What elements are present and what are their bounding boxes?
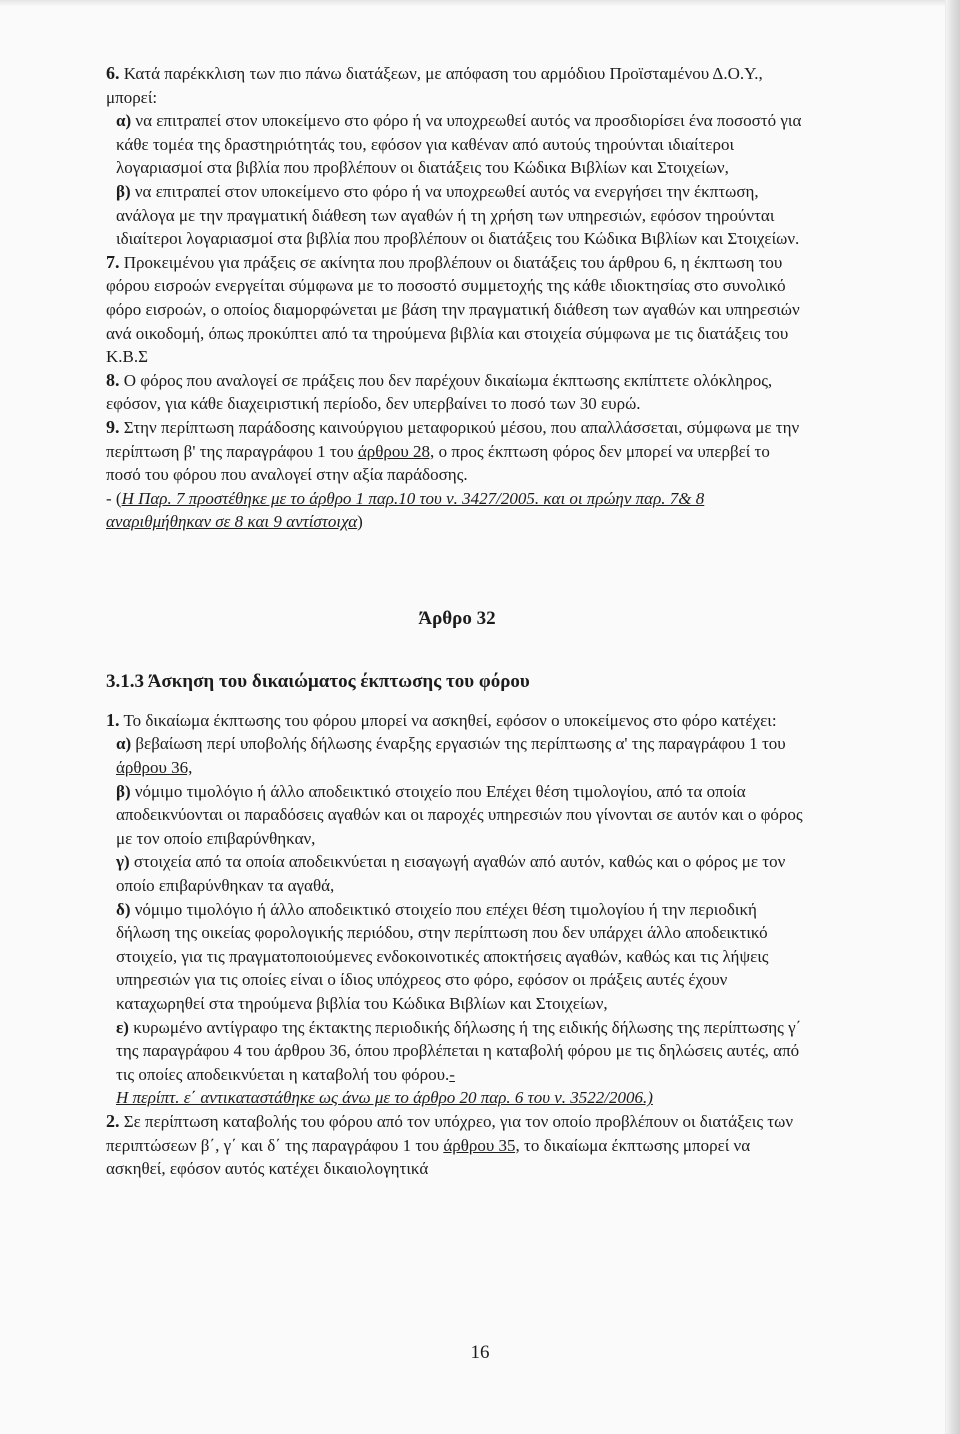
spacer: [106, 534, 808, 606]
item-text: Ο φόρος που αναλογεί σε πράξεις που δεν παρέχουν δικαίωμα έκπτωσης εκπίπτετε ολόκληρος, εφόσον, για κάθε διαχειριστική περίοδο, δεν υπερβαίνει το ποσό των 30 ευρώ.: [106, 370, 773, 414]
item-number: 8.: [106, 369, 120, 390]
item-8: [106, 369, 808, 416]
item-9: [106, 416, 808, 534]
item-text: Κατά παρέκκλιση των πιο πάνω διατάξεων, με απόφαση του αρμόδιου Προϊσταμένου Δ.Ο.Υ., μπορεί:: [106, 64, 763, 107]
section-title: 3.1.3 Άσκηση του δικαιώματος έκπτωσης του φόρου: [106, 670, 530, 692]
subitem-label: β): [116, 781, 131, 801]
item-text-continued: το δικαίωμα έκπτωσης μπορεί να ασκηθεί, εφόσον αυτός κατέχει δικαιολογητικά: [106, 1135, 751, 1179]
spacer: [106, 632, 808, 669]
item-6: [106, 62, 808, 109]
amendment-note[interactable]: Η Παρ. 7 προστέθηκε με το άρθρο 1 παρ.10 του ν. 3427/2005. και οι πρώην παρ. 7& 8 αναριθμήθηκαν σε 8 και 9 αντίστοιχα: [106, 488, 705, 532]
item-text: Το δικαίωμα έκπτωσης του φόρου μπορεί να ασκηθεί, εφόσον ο υποκείμενος στο φόρο κατέχει:: [123, 710, 777, 730]
subitem-label: δ): [116, 899, 131, 919]
amendment-note-prefix: - (: [106, 488, 122, 508]
page-number: 16: [470, 1342, 490, 1363]
paragraph-1-b: [106, 780, 808, 851]
item-text-continued: ο προς έκπτωση φόρος δεν μπορεί να υπερβεί το ποσό του φόρου που αναλογεί στην αξία παράδοσης.: [106, 441, 770, 485]
subitem-label: ε): [116, 1017, 129, 1037]
item-6-a: [106, 109, 808, 180]
item-number: 9.: [106, 416, 120, 437]
item-text: Σε περίπτωση καταβολής του φόρου από τον υπόχρεο, για τον οποίο προβλέπουν οι διατάξεις των περιπτώσεων β΄, γ΄ και δ΄ της παραγράφου 1 του: [106, 1111, 794, 1155]
item-number: 1.: [106, 709, 120, 730]
item-text: Στην περίπτωση παράδοσης καινούργιου μεταφορικού μέσου, που απαλλάσσεται, σύμφωνα με την περίπτωση β' της παραγράφου 1 του: [106, 417, 800, 461]
subitem-text: να επιτραπεί στον υποκείμενο στο φόρο ή να υποχρεωθεί αυτός να προσδιορίσει ένα ποσοστό για κάθε τομέα της δραστηριότητάς του, εφόσον για καθέναν από αυτούς τηρούνται ιδιαίτεροι λογαριασμοί στα βιβλία που προβλέπουν οι διατάξεις του Κώδικα Βιβλίων και Στοιχείων,: [116, 111, 802, 178]
article-reference-link[interactable]: άρθρου 28,: [357, 441, 435, 461]
item-number: 6.: [106, 63, 120, 83]
item-6-b: [106, 180, 808, 251]
article-title: Άρθρο 32: [418, 607, 496, 629]
subitem-label: β): [116, 181, 131, 201]
amendment-note-suffix: ): [357, 512, 363, 532]
scan-right-edge: [945, 0, 960, 1434]
subitem-label: α): [116, 734, 132, 754]
item-text: Προκειμένου για πράξεις σε ακίνητα που προβλέπουν οι διατάξεις του άρθρου 6, η έκπτωση του φόρου εισροών ενεργείται σύμφωνα με το ποσοστό συμμετοχής της κάθε ιδιοκτησίας στο συνολικό φόρο εισροών, ο οποίος διαμορφώνεται με βάση την πραγματική διάθεση των αγαθών και υπηρεσιών ανά οικοδομή, όπως προκύπτει από τα τηρούμενα βιβλία και στοιχεία σύμφωνα με τις διατάξεις του Κ.Β.Σ: [106, 252, 800, 367]
spacer: [106, 695, 808, 709]
paragraph-1-d: [106, 898, 808, 1016]
item-7: [106, 251, 808, 369]
subitem-text: νόμιμο τιμολόγιο ή άλλο αποδεικτικό στοιχείο που Επέχει θέση τιμολογίου, από τα οποία αποδεικνύονται οι παραδόσεις αγαθών και οι παροχές υπηρεσιών που γίνονται σε αυτόν και ο φόρος με τον οποίο επιβαρύνθηκαν,: [116, 781, 803, 848]
amendment-note-dash: -: [449, 1064, 455, 1084]
subitem-label: α): [116, 111, 132, 131]
paragraph-1-c: [106, 850, 808, 897]
paragraph-1-a: [106, 732, 808, 779]
subitem-text: στοιχεία από τα οποία αποδεικνύεται η εισαγωγή αγαθών από αυτόν, καθώς και ο φόρος με τον οποίο επιβαρύνθηκαν τα αγαθά,: [116, 852, 786, 896]
subitem-text: κυρωμένο αντίγραφο της έκτακτης περιοδικής δήλωσης ή της ειδικής δήλωσης της περίπτωσης γ΄ της παραγράφου 4 του άρθρου 36, όπου προβλέπεται η καταβολή φόρου με τις δηλώσεις αυτές, από τις οποίες αποδεικνύεται η καταβολή του φόρου.: [116, 1017, 802, 1084]
article-reference-link[interactable]: άρθρου 36,: [116, 758, 193, 778]
amendment-note[interactable]: Η περίπτ. ε΄ αντικαταστάθηκε ως άνω με το άρθρο 20 παρ. 6 του ν. 3522/2006.): [116, 1088, 653, 1108]
item-number: 2.: [106, 1110, 120, 1131]
paragraph-2: [106, 1110, 808, 1181]
scan-top-edge: [0, 0, 960, 6]
paragraph-1-e: [106, 1016, 808, 1110]
subitem-text: βεβαίωση περί υποβολής δήλωσης έναρξης εργασιών της περίπτωσης α' της παραγράφου 1 του: [135, 734, 786, 754]
subitem-text: να επιτραπεί στον υποκείμενο στο φόρο ή να υποχρεωθεί αυτός να ενεργήσει την έκπτωση, ανάλογα με την πραγματική διάθεση των αγαθών ή τη χρήση των υπηρεσιών, εφόσον τηρούνται ιδιαίτεροι λογαριασμοί στα βιβλία που προβλέπουν οι διατάξεις του Κώδικα Βιβλίων και Στοιχείων.: [116, 181, 800, 249]
item-number: 7.: [106, 251, 120, 272]
article-reference-link[interactable]: άρθρου 35,: [443, 1135, 520, 1155]
subitem-label: γ): [116, 852, 130, 872]
paragraph-1: [106, 709, 808, 733]
page-body: [106, 62, 808, 1181]
subitem-text: νόμιμο τιμολόγιο ή άλλο αποδεικτικό στοιχείο που επέχει θέση τιμολογίου ή την περιοδική δήλωση της οικείας φορολογικής περιόδου, στην περίπτωση που δεν υπάρχει άλλο αποδεικτικό στοιχείο, για τις πραγματοποιούμενες ενδοκοινοτικές αποκτήσεις αγαθών, καθώς και τις λήψεις υπηρεσιών για τις οποίες είναι ο ίδιος υπόχρεος στο φόρο, εφόσον οι πράξεις αυτές έχουν καταχωρηθεί στα τηρούμενα βιβλία του Κώδικα Βιβλίων και Στοιχείων,: [116, 899, 769, 1013]
